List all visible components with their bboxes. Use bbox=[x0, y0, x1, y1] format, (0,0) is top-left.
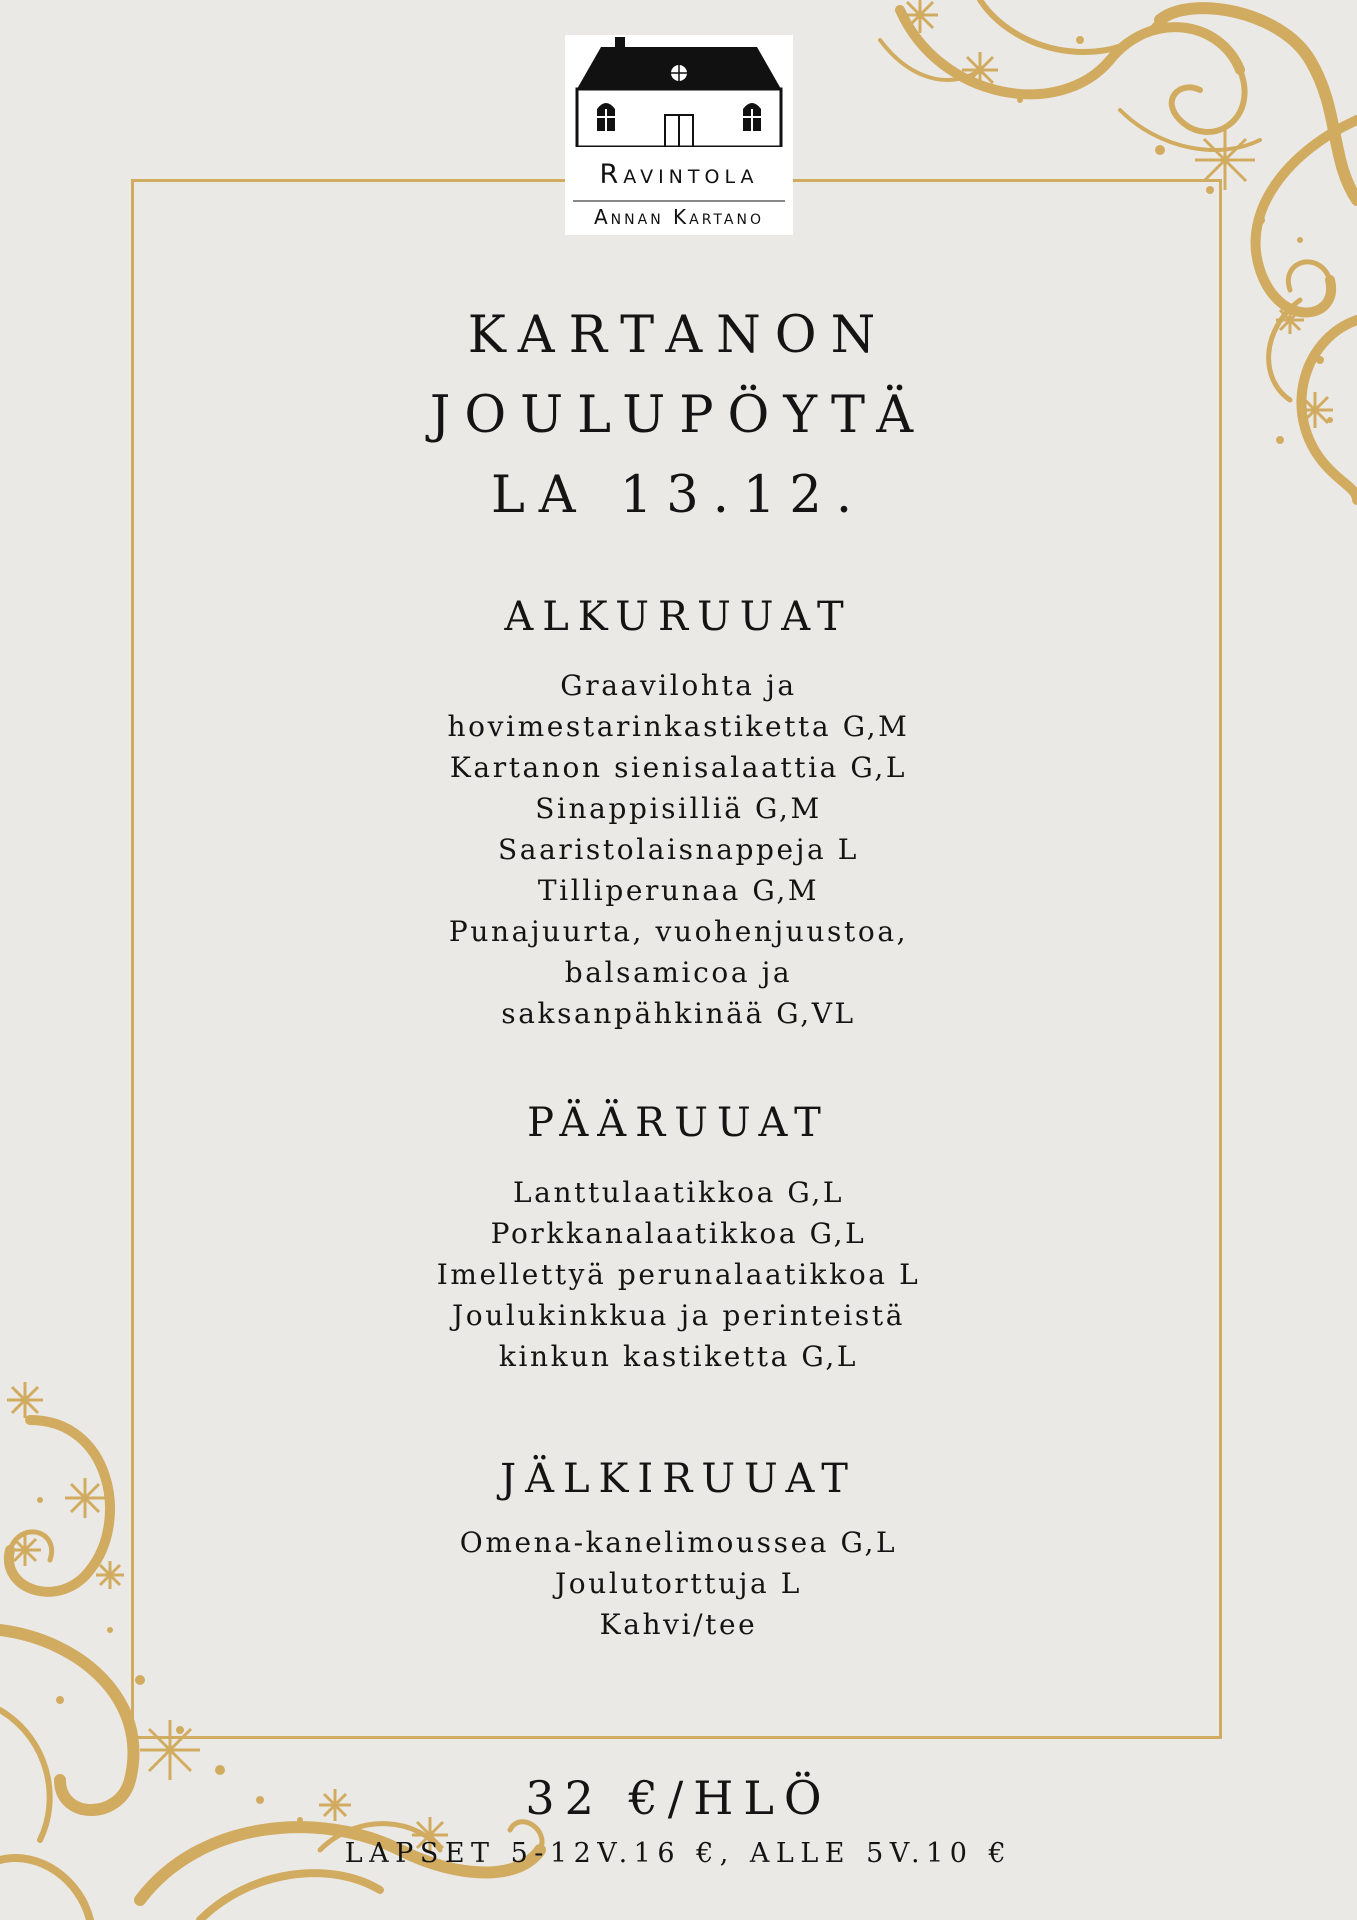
list-item: Kahvi/tee bbox=[599, 1608, 758, 1641]
restaurant-logo bbox=[565, 35, 793, 235]
title-line-3: LA 13.12. bbox=[490, 466, 867, 525]
list-item: Omena-kanelimoussea G,L bbox=[459, 1526, 898, 1559]
house-icon bbox=[571, 35, 787, 147]
list-item: Sinappisilliä G,M bbox=[535, 792, 822, 825]
list-item: saksanpähkinää G,VL bbox=[501, 997, 856, 1030]
list-item: Joulutorttuja L bbox=[554, 1567, 802, 1600]
list-item: balsamicoa ja bbox=[564, 956, 793, 989]
children-price: LAPSET 5-12V.16 €, ALLE 5V.10 € bbox=[344, 1838, 1013, 1869]
section-heading-desserts: JÄLKIRUUAT bbox=[500, 1456, 857, 1502]
list-item: Porkkanalaatikkoa G,L bbox=[490, 1217, 867, 1250]
list-item: kinkun kastiketta G,L bbox=[498, 1340, 859, 1373]
logo-name-line2: Annan Kartano bbox=[594, 205, 764, 229]
list-item: Punajuurta, vuohenjuustoa, bbox=[448, 915, 909, 948]
list-item: Kartanon sienisalaattia G,L bbox=[449, 751, 908, 784]
list-item: Graavilohta ja bbox=[560, 669, 797, 702]
starters-list bbox=[0, 665, 1357, 1034]
section-heading-mains: PÄÄRUUAT bbox=[527, 1100, 830, 1146]
menu-title bbox=[0, 296, 1357, 536]
list-item: Tilliperunaa G,M bbox=[537, 874, 820, 907]
logo-divider bbox=[573, 200, 785, 202]
price-per-person: 32 €/HLÖ bbox=[525, 1771, 832, 1825]
logo-name-line1: Ravintola bbox=[599, 159, 759, 190]
list-item: hovimestarinkastiketta G,M bbox=[447, 710, 910, 743]
title-line-1: KARTANON bbox=[467, 306, 890, 365]
list-item: Lanttulaatikkoa G,L bbox=[512, 1176, 845, 1209]
section-heading-starters: ALKURUUAT bbox=[504, 594, 853, 640]
desserts-list bbox=[0, 1522, 1357, 1645]
mains-list bbox=[0, 1172, 1357, 1377]
list-item: Joulukinkkua ja perinteistä bbox=[451, 1299, 906, 1332]
title-line-2: JOULUPÖYTÄ bbox=[429, 386, 928, 445]
list-item: Imellettyä perunalaatikkoa L bbox=[436, 1258, 921, 1291]
list-item: Saaristolaisnappeja L bbox=[498, 833, 859, 866]
